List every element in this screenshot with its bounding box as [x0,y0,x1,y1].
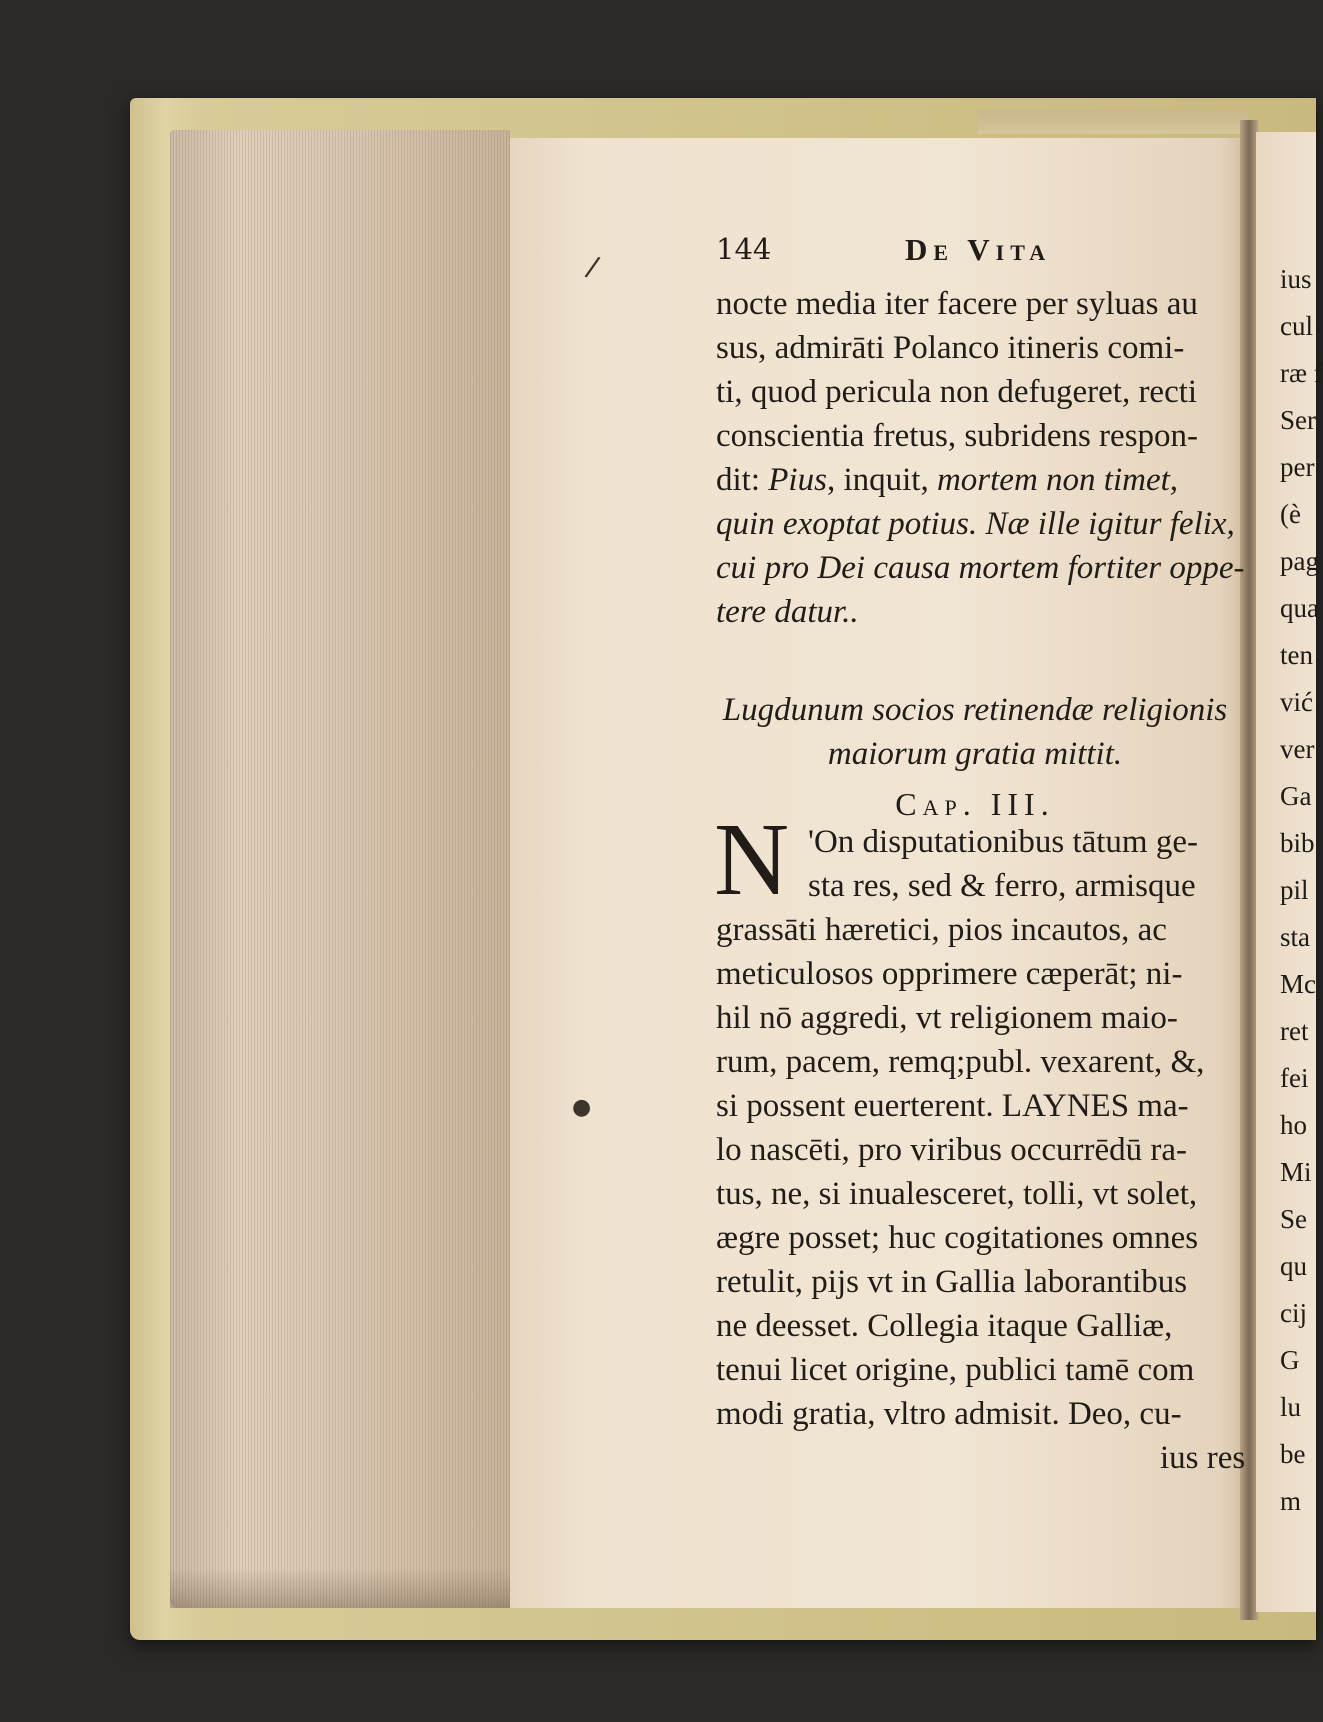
facing-page-fragment: cul [1280,311,1313,341]
facing-page-fragment: pil [1280,875,1309,905]
cover-edge-top [978,110,1248,134]
facing-page-fragment: m [1280,1486,1302,1516]
text-span-italic: mortem non timet, [936,462,1179,498]
text-line [716,458,1178,502]
page-number: 144 [716,232,772,266]
chapter-heading: maiorum gratia mittit. [827,736,1123,772]
facing-page-fragment: (è [1280,499,1301,529]
text-span: dit: [716,462,761,498]
text-line: tenui licet origine, publici tamē com [716,1352,1195,1388]
facing-page-fragment: ho [1280,1110,1307,1140]
text-line-italic: quin exoptat potius. Næ ille igitur felix, [716,506,1235,542]
text-line: hil nō aggredi, vt religionem maio- [716,1000,1178,1036]
text-line: modi gratia, vltro admisit. Deo, cu- [716,1396,1182,1432]
facing-page-fragment: pag [1280,546,1319,576]
text-line: retulit, pijs vt in Gallia laborantibus [716,1264,1188,1300]
book-page-right [1256,132,1323,1612]
text-line: meticulosos opprimere cæperāt; ni- [716,956,1183,992]
chapter-number: Cap. III. [895,786,1055,822]
facing-page-fragment: Se [1280,1204,1307,1234]
ink-mark-dot: ● [572,1095,592,1120]
page-fore-edge [170,130,510,1608]
text-line: sus, admirāti Polanco itineris comi- [716,330,1185,366]
facing-page-fragment: qua [1280,593,1319,623]
text-line: nocte media iter facere per syluas au [716,286,1198,322]
facing-page-fragment: ret [1280,1016,1309,1046]
text-line: conscientia fretus, subridens respon- [716,418,1199,454]
facing-page-fragment: ræ f [1280,358,1323,388]
chapter-heading: Lugdunum socios retinendæ religionis [722,692,1228,728]
facing-page-fragment: Mi [1280,1157,1312,1187]
facing-page-fragment: Ser [1280,405,1316,435]
text-span-italic: Pius [768,462,827,498]
facing-page-fragment: lu [1280,1392,1302,1422]
facing-page-fragment: vić [1280,687,1313,717]
facing-page-fragment: ten [1280,640,1313,670]
drop-capital: N [714,802,790,917]
facing-page-fragment: ius [1280,264,1312,294]
text-span: , inquit, [826,462,929,498]
ink-mark-slash: / [583,249,603,284]
facing-page-fragment: ver [1280,734,1315,764]
facing-page-fragment: fei [1280,1063,1309,1093]
facing-page-fragment: Mc [1280,969,1316,999]
facing-page-fragment: Ga [1280,781,1312,811]
text-line: 'On disputationibus tātum ge- [808,824,1198,860]
text-line-italic: cui pro Dei causa mortem fortiter oppe- [716,550,1245,586]
facing-page-fragment: per [1280,452,1315,482]
text-line: ægre posset; huc cogitationes omnes [716,1220,1199,1256]
facing-page-fragment: cij [1280,1298,1307,1328]
text-line: lo nascēti, pro viribus occurrēdū ra- [716,1132,1187,1168]
text-line: ne deesset. Collegia itaque Galliæ, [716,1308,1173,1344]
text-line: sta res, sed & ferro, armisque [808,868,1196,904]
running-title: De Vita [905,232,1052,267]
text-line: ti, quod pericula non defugeret, recti [716,374,1198,410]
facing-page-fragment: G [1280,1345,1300,1375]
text-line: rum, pacem, remq;publ. vexarent, &, [716,1044,1205,1080]
text-line: tus, ne, si inualesceret, tolli, vt solet, [716,1176,1198,1212]
facing-page-fragment: be [1280,1439,1306,1469]
text-line-italic: tere datur.. [716,594,859,630]
text-line: grassāti hæretici, pios incautos, ac [716,912,1167,948]
facing-page-fragment: qu [1280,1251,1307,1281]
facing-page-fragment: sta [1280,922,1310,952]
text-line: si possent euerterent. LAYNES ma- [716,1088,1189,1124]
catchword: ius res [1160,1440,1246,1476]
facing-page-fragment: bib [1280,828,1315,858]
